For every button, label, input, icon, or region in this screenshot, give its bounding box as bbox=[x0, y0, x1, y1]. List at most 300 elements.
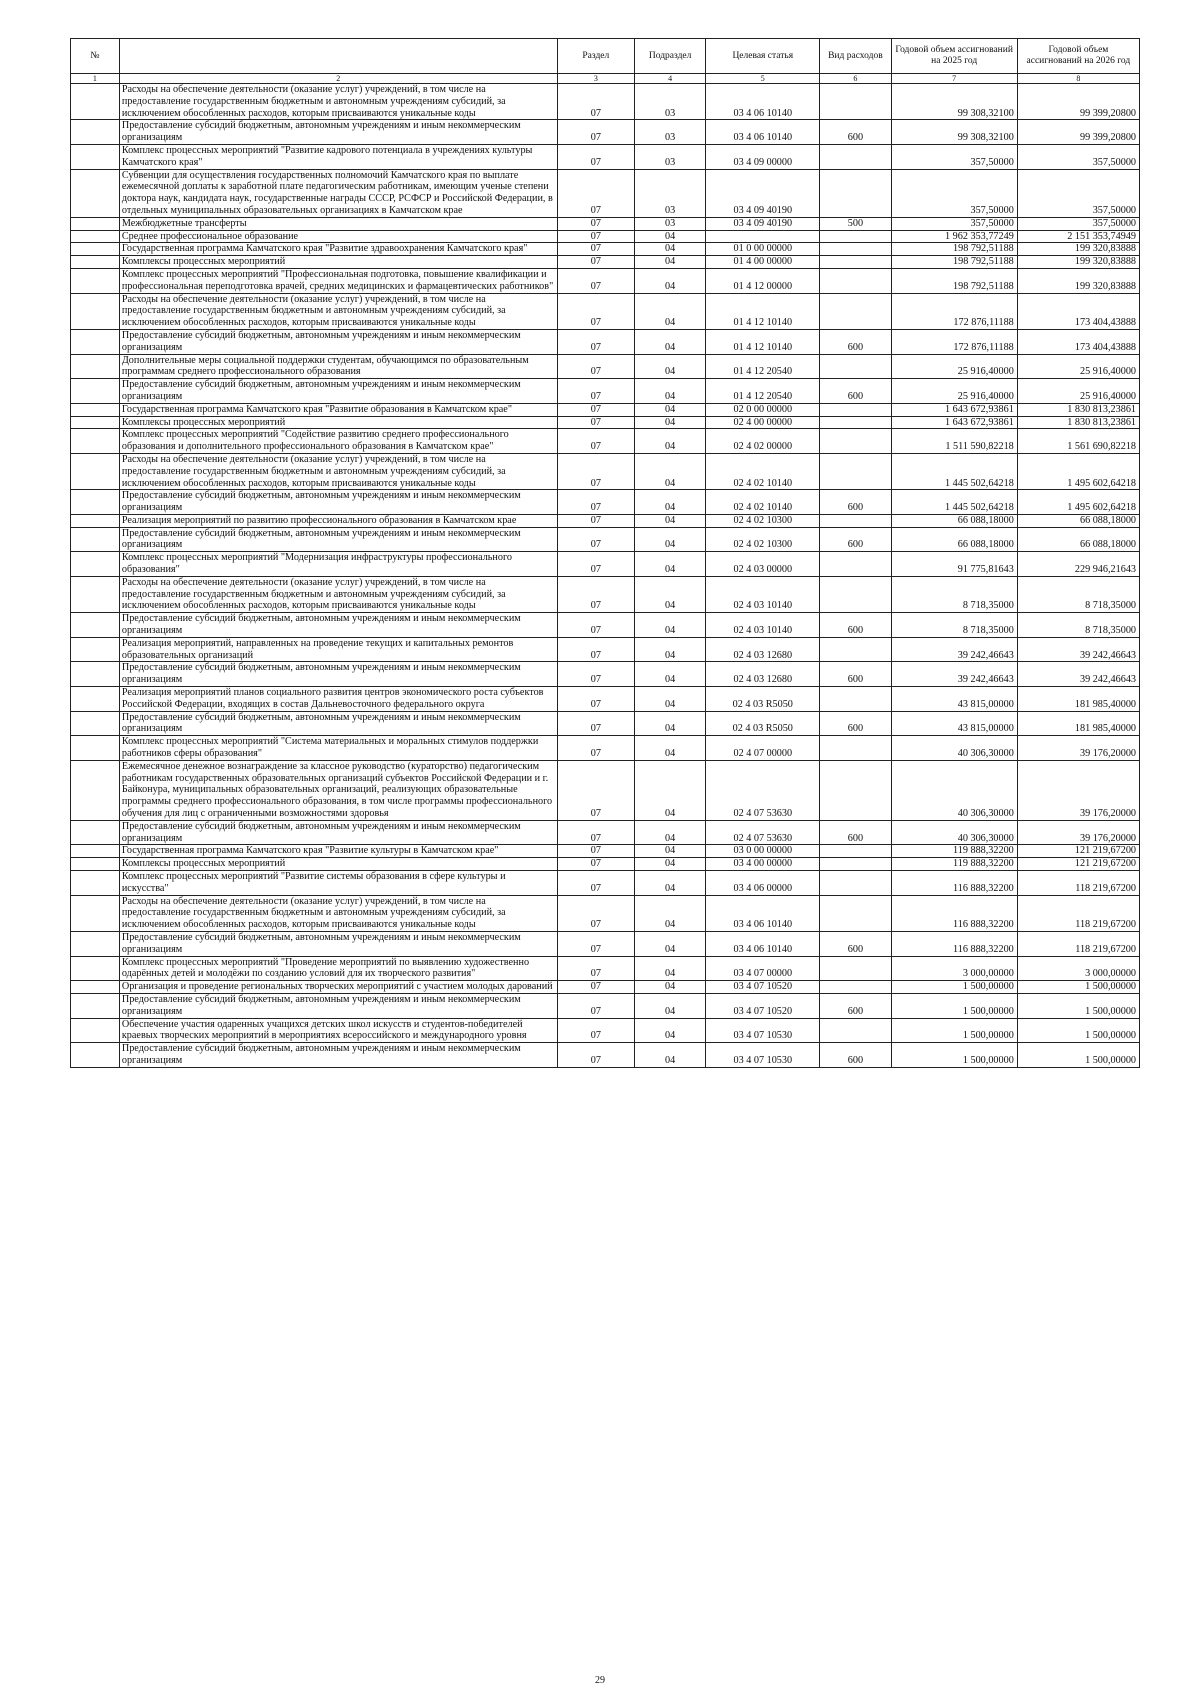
row-vid-cell bbox=[820, 760, 891, 820]
header-article: Целевая статья bbox=[706, 39, 820, 74]
row-vid-cell bbox=[820, 429, 891, 454]
table-row bbox=[71, 736, 1140, 761]
row-2026-cell: 229 946,21643 bbox=[1017, 552, 1139, 577]
row-vid-cell bbox=[820, 169, 891, 217]
row-section-cell: 07 bbox=[557, 993, 634, 1018]
row-number-cell bbox=[71, 293, 120, 329]
row-subsection-cell: 04 bbox=[635, 1043, 706, 1068]
row-article-cell: 03 4 07 10520 bbox=[706, 993, 820, 1018]
row-2025-cell: 198 792,51188 bbox=[891, 243, 1017, 256]
row-2026-cell: 99 399,20800 bbox=[1017, 120, 1139, 145]
row-2026-cell: 1 500,00000 bbox=[1017, 981, 1139, 994]
row-2026-cell: 2 151 353,74949 bbox=[1017, 230, 1139, 243]
row-name-cell: Среднее профессиональное образование bbox=[119, 230, 557, 243]
row-number-cell bbox=[71, 637, 120, 662]
row-section-cell: 07 bbox=[557, 760, 634, 820]
row-vid-cell bbox=[820, 895, 891, 931]
col-number: 3 bbox=[557, 74, 634, 84]
row-2025-cell: 40 306,30000 bbox=[891, 760, 1017, 820]
row-name-cell: Организация и проведение региональных творческих мероприятий с участием молодых дарований bbox=[119, 981, 557, 994]
row-article-cell: 02 4 03 R5050 bbox=[706, 711, 820, 736]
row-2026-cell: 173 404,43888 bbox=[1017, 293, 1139, 329]
table-row bbox=[71, 243, 1140, 256]
table-row bbox=[71, 760, 1140, 820]
table-row bbox=[71, 256, 1140, 269]
row-section-cell: 07 bbox=[557, 895, 634, 931]
row-vid-cell: 600 bbox=[820, 120, 891, 145]
row-2026-cell: 121 219,67200 bbox=[1017, 845, 1139, 858]
row-name-cell: Предоставление субсидий бюджетным, автономным учреждениям и иным некоммерческим организациям bbox=[119, 662, 557, 687]
row-number-cell bbox=[71, 354, 120, 379]
row-number-cell bbox=[71, 403, 120, 416]
row-section-cell: 07 bbox=[557, 243, 634, 256]
row-article-cell: 02 4 03 00000 bbox=[706, 552, 820, 577]
row-name-cell: Расходы на обеспечение деятельности (оказание услуг) учреждений, в том числе на предоставление государственным бюджетным и автономным учреждениям субсидий, за исключением обособленных расходов, которым присваиваются уникальные коды bbox=[119, 84, 557, 120]
row-section-cell: 07 bbox=[557, 871, 634, 896]
row-article-cell: 01 4 12 00000 bbox=[706, 268, 820, 293]
row-2026-cell: 1 495 602,64218 bbox=[1017, 490, 1139, 515]
row-vid-cell: 600 bbox=[820, 613, 891, 638]
table-row bbox=[71, 576, 1140, 612]
row-name-cell: Государственная программа Камчатского края "Развитие культуры в Камчатском крае" bbox=[119, 845, 557, 858]
table-row bbox=[71, 416, 1140, 429]
row-section-cell: 07 bbox=[557, 662, 634, 687]
row-section-cell: 07 bbox=[557, 230, 634, 243]
row-2025-cell: 1 511 590,82218 bbox=[891, 429, 1017, 454]
row-name-cell: Предоставление субсидий бюджетным, автономным учреждениям и иным некоммерческим организациям bbox=[119, 613, 557, 638]
table-row bbox=[71, 403, 1140, 416]
row-number-cell bbox=[71, 527, 120, 552]
row-name-cell: Комплекс процессных мероприятий "Система материальных и моральных стимулов поддержки работников сферы образования" bbox=[119, 736, 557, 761]
row-vid-cell: 600 bbox=[820, 931, 891, 956]
row-name-cell: Комплекс процессных мероприятий "Развитие системы образования в сфере культуры и искусства" bbox=[119, 871, 557, 896]
row-2025-cell: 43 815,00000 bbox=[891, 711, 1017, 736]
row-subsection-cell: 04 bbox=[635, 403, 706, 416]
row-vid-cell bbox=[820, 416, 891, 429]
row-2025-cell: 25 916,40000 bbox=[891, 379, 1017, 404]
row-name-cell: Комплексы процессных мероприятий bbox=[119, 416, 557, 429]
row-vid-cell bbox=[820, 453, 891, 489]
row-subsection-cell: 04 bbox=[635, 329, 706, 354]
table-row bbox=[71, 490, 1140, 515]
row-number-cell bbox=[71, 1018, 120, 1043]
row-vid-cell bbox=[820, 552, 891, 577]
row-vid-cell bbox=[820, 736, 891, 761]
row-number-cell bbox=[71, 217, 120, 230]
row-section-cell: 07 bbox=[557, 711, 634, 736]
row-2026-cell: 66 088,18000 bbox=[1017, 527, 1139, 552]
row-name-cell: Предоставление субсидий бюджетным, автономным учреждениям и иным некоммерческим организациям bbox=[119, 993, 557, 1018]
row-subsection-cell: 04 bbox=[635, 760, 706, 820]
col-number: 4 bbox=[635, 74, 706, 84]
row-2025-cell: 357,50000 bbox=[891, 217, 1017, 230]
row-subsection-cell: 04 bbox=[635, 293, 706, 329]
table-row bbox=[71, 429, 1140, 454]
row-subsection-cell: 04 bbox=[635, 527, 706, 552]
row-name-cell: Расходы на обеспечение деятельности (оказание услуг) учреждений, в том числе на предоставление государственным бюджетным и автономным учреждениям субсидий, за исключением обособленных расходов, которым присваиваются уникальные коды bbox=[119, 576, 557, 612]
row-number-cell bbox=[71, 329, 120, 354]
row-section-cell: 07 bbox=[557, 403, 634, 416]
row-article-cell: 02 4 02 10300 bbox=[706, 527, 820, 552]
row-vid-cell bbox=[820, 354, 891, 379]
row-section-cell: 07 bbox=[557, 527, 634, 552]
row-vid-cell bbox=[820, 243, 891, 256]
row-name-cell: Межбюджетные трансферты bbox=[119, 217, 557, 230]
row-subsection-cell: 04 bbox=[635, 429, 706, 454]
row-2026-cell: 181 985,40000 bbox=[1017, 687, 1139, 712]
row-2025-cell: 1 643 672,93861 bbox=[891, 403, 1017, 416]
row-subsection-cell: 04 bbox=[635, 981, 706, 994]
row-number-cell bbox=[71, 687, 120, 712]
row-article-cell: 03 4 06 00000 bbox=[706, 871, 820, 896]
row-section-cell: 07 bbox=[557, 256, 634, 269]
row-vid-cell bbox=[820, 845, 891, 858]
row-section-cell: 07 bbox=[557, 552, 634, 577]
row-number-cell bbox=[71, 490, 120, 515]
row-vid-cell: 600 bbox=[820, 820, 891, 845]
table-row bbox=[71, 453, 1140, 489]
row-2025-cell: 116 888,32200 bbox=[891, 895, 1017, 931]
row-number-cell bbox=[71, 662, 120, 687]
row-name-cell: Предоставление субсидий бюджетным, автономным учреждениям и иным некоммерческим организациям bbox=[119, 711, 557, 736]
row-2025-cell: 357,50000 bbox=[891, 169, 1017, 217]
row-vid-cell bbox=[820, 84, 891, 120]
table-row bbox=[71, 329, 1140, 354]
row-2026-cell: 8 718,35000 bbox=[1017, 576, 1139, 612]
row-2026-cell: 39 176,20000 bbox=[1017, 736, 1139, 761]
row-section-cell: 07 bbox=[557, 1043, 634, 1068]
row-article-cell: 03 4 09 40190 bbox=[706, 169, 820, 217]
row-article-cell: 03 4 07 10530 bbox=[706, 1018, 820, 1043]
row-section-cell: 07 bbox=[557, 613, 634, 638]
row-article-cell: 03 4 06 10140 bbox=[706, 84, 820, 120]
row-2026-cell: 357,50000 bbox=[1017, 144, 1139, 169]
row-2026-cell: 199 320,83888 bbox=[1017, 243, 1139, 256]
table-row bbox=[71, 514, 1140, 527]
row-article-cell: 02 4 07 53630 bbox=[706, 760, 820, 820]
row-section-cell: 07 bbox=[557, 416, 634, 429]
row-vid-cell: 600 bbox=[820, 379, 891, 404]
row-article-cell: 01 4 00 00000 bbox=[706, 256, 820, 269]
row-article-cell: 03 4 00 00000 bbox=[706, 858, 820, 871]
row-subsection-cell: 04 bbox=[635, 956, 706, 981]
row-name-cell: Комплекс процессных мероприятий "Содействие развитию среднего профессионального образования и дополнительного профессионального образования в Камчатском крае" bbox=[119, 429, 557, 454]
row-article-cell: 02 4 03 10140 bbox=[706, 576, 820, 612]
row-vid-cell: 600 bbox=[820, 711, 891, 736]
row-number-cell bbox=[71, 931, 120, 956]
page-number: 29 bbox=[595, 1675, 605, 1686]
row-2026-cell: 1 500,00000 bbox=[1017, 993, 1139, 1018]
row-name-cell: Реализация мероприятий по развитию профессионального образования в Камчатском крае bbox=[119, 514, 557, 527]
row-2026-cell: 199 320,83888 bbox=[1017, 256, 1139, 269]
table-row bbox=[71, 662, 1140, 687]
row-vid-cell bbox=[820, 144, 891, 169]
row-vid-cell: 600 bbox=[820, 490, 891, 515]
col-number: 2 bbox=[119, 74, 557, 84]
row-name-cell: Предоставление субсидий бюджетным, автономным учреждениям и иным некоммерческим организациям bbox=[119, 931, 557, 956]
table-row bbox=[71, 993, 1140, 1018]
row-subsection-cell: 04 bbox=[635, 1018, 706, 1043]
table-row bbox=[71, 217, 1140, 230]
row-2026-cell: 118 219,67200 bbox=[1017, 871, 1139, 896]
row-2025-cell: 25 916,40000 bbox=[891, 354, 1017, 379]
row-2025-cell: 1 500,00000 bbox=[891, 981, 1017, 994]
row-number-cell bbox=[71, 845, 120, 858]
row-vid-cell: 500 bbox=[820, 217, 891, 230]
row-vid-cell bbox=[820, 230, 891, 243]
row-2025-cell: 66 088,18000 bbox=[891, 527, 1017, 552]
row-subsection-cell: 03 bbox=[635, 120, 706, 145]
row-section-cell: 07 bbox=[557, 354, 634, 379]
row-name-cell: Предоставление субсидий бюджетным, автономным учреждениям и иным некоммерческим организациям bbox=[119, 329, 557, 354]
row-article-cell: 03 4 09 00000 bbox=[706, 144, 820, 169]
row-2025-cell: 40 306,30000 bbox=[891, 736, 1017, 761]
col-number: 6 bbox=[820, 74, 891, 84]
table-row bbox=[71, 956, 1140, 981]
row-name-cell: Предоставление субсидий бюджетным, автономным учреждениям и иным некоммерческим организациям bbox=[119, 120, 557, 145]
row-article-cell: 03 4 06 10140 bbox=[706, 895, 820, 931]
row-name-cell: Государственная программа Камчатского края "Развитие образования в Камчатском крае" bbox=[119, 403, 557, 416]
row-article-cell: 01 4 12 20540 bbox=[706, 354, 820, 379]
row-number-cell bbox=[71, 736, 120, 761]
row-vid-cell: 600 bbox=[820, 527, 891, 552]
row-article-cell: 02 4 03 12680 bbox=[706, 662, 820, 687]
row-article-cell: 02 4 07 00000 bbox=[706, 736, 820, 761]
header-vid: Вид расходов bbox=[820, 39, 891, 74]
row-section-cell: 07 bbox=[557, 453, 634, 489]
row-2026-cell: 39 176,20000 bbox=[1017, 760, 1139, 820]
row-vid-cell bbox=[820, 256, 891, 269]
row-subsection-cell: 04 bbox=[635, 354, 706, 379]
row-number-cell bbox=[71, 243, 120, 256]
row-name-cell: Комплекс процессных мероприятий "Проведение мероприятий по выявлению художественно одарённых детей и молодёжи по созданию условий для их творческого развития" bbox=[119, 956, 557, 981]
row-2026-cell: 121 219,67200 bbox=[1017, 858, 1139, 871]
row-number-cell bbox=[71, 552, 120, 577]
row-2026-cell: 357,50000 bbox=[1017, 217, 1139, 230]
row-article-cell: 03 4 07 10520 bbox=[706, 981, 820, 994]
table-row bbox=[71, 552, 1140, 577]
row-name-cell: Предоставление субсидий бюджетным, автономным учреждениям и иным некоммерческим организациям bbox=[119, 379, 557, 404]
table-row bbox=[71, 687, 1140, 712]
row-subsection-cell: 03 bbox=[635, 169, 706, 217]
row-subsection-cell: 04 bbox=[635, 514, 706, 527]
row-2026-cell: 25 916,40000 bbox=[1017, 379, 1139, 404]
row-name-cell: Реализация мероприятий, направленных на проведение текущих и капитальных ремонтов образовательных организаций bbox=[119, 637, 557, 662]
row-article-cell: 02 4 03 R5050 bbox=[706, 687, 820, 712]
row-subsection-cell: 04 bbox=[635, 613, 706, 638]
table-header-row bbox=[71, 39, 1140, 74]
row-name-cell: Субвенции для осуществления государственных полномочий Камчатского края по выплате ежемесячной доплаты к заработной плате педагогическим работникам, имеющим ученые степени доктора наук, кандидата наук, государственные награды СССР, РСФСР и Российской Федерации, в отдельных муниципальных образовательных организациях в Камчатском крае bbox=[119, 169, 557, 217]
row-number-cell bbox=[71, 144, 120, 169]
row-number-cell bbox=[71, 120, 120, 145]
row-article-cell: 02 4 03 10140 bbox=[706, 613, 820, 638]
row-2025-cell: 172 876,11188 bbox=[891, 329, 1017, 354]
row-vid-cell bbox=[820, 956, 891, 981]
row-subsection-cell: 04 bbox=[635, 490, 706, 515]
row-section-cell: 07 bbox=[557, 329, 634, 354]
row-2025-cell: 1 962 353,77249 bbox=[891, 230, 1017, 243]
row-article-cell: 03 4 07 10530 bbox=[706, 1043, 820, 1068]
row-subsection-cell: 04 bbox=[635, 637, 706, 662]
row-2025-cell: 66 088,18000 bbox=[891, 514, 1017, 527]
row-subsection-cell: 03 bbox=[635, 84, 706, 120]
row-2026-cell: 39 176,20000 bbox=[1017, 820, 1139, 845]
row-section-cell: 07 bbox=[557, 514, 634, 527]
row-number-cell bbox=[71, 379, 120, 404]
table-row bbox=[71, 981, 1140, 994]
row-2025-cell: 119 888,32200 bbox=[891, 858, 1017, 871]
row-name-cell: Предоставление субсидий бюджетным, автономным учреждениям и иным некоммерческим организациям bbox=[119, 820, 557, 845]
row-section-cell: 07 bbox=[557, 637, 634, 662]
row-section-cell: 07 bbox=[557, 429, 634, 454]
row-vid-cell: 600 bbox=[820, 662, 891, 687]
row-number-cell bbox=[71, 256, 120, 269]
header-num: № bbox=[71, 39, 120, 74]
table-row bbox=[71, 1018, 1140, 1043]
row-section-cell: 07 bbox=[557, 931, 634, 956]
row-article-cell: 01 4 12 10140 bbox=[706, 293, 820, 329]
row-name-cell: Комплекс процессных мероприятий "Развитие кадрового потенциала в учреждениях культуры Камчатского края" bbox=[119, 144, 557, 169]
row-2026-cell: 1 561 690,82218 bbox=[1017, 429, 1139, 454]
table-row bbox=[71, 820, 1140, 845]
row-subsection-cell: 04 bbox=[635, 993, 706, 1018]
row-name-cell: Предоставление субсидий бюджетным, автономным учреждениям и иным некоммерческим организациям bbox=[119, 1043, 557, 1068]
table-row bbox=[71, 293, 1140, 329]
row-name-cell: Предоставление субсидий бюджетным, автономным учреждениям и иным некоммерческим организациям bbox=[119, 490, 557, 515]
row-vid-cell bbox=[820, 268, 891, 293]
row-subsection-cell: 04 bbox=[635, 895, 706, 931]
row-2025-cell: 99 308,32100 bbox=[891, 84, 1017, 120]
row-subsection-cell: 04 bbox=[635, 662, 706, 687]
row-section-cell: 07 bbox=[557, 293, 634, 329]
row-vid-cell: 600 bbox=[820, 1043, 891, 1068]
row-section-cell: 07 bbox=[557, 736, 634, 761]
row-name-cell: Комплекс процессных мероприятий "Профессиональная подготовка, повышение квалификации и профессиональная переподготовка врачей, средних медицинских и фармацевтических работников" bbox=[119, 268, 557, 293]
row-2025-cell: 39 242,46643 bbox=[891, 637, 1017, 662]
row-subsection-cell: 04 bbox=[635, 711, 706, 736]
col-number: 7 bbox=[891, 74, 1017, 84]
row-2025-cell: 198 792,51188 bbox=[891, 268, 1017, 293]
row-article-cell: 02 4 00 00000 bbox=[706, 416, 820, 429]
row-article-cell: 01 0 00 00000 bbox=[706, 243, 820, 256]
row-article-cell: 03 4 09 40190 bbox=[706, 217, 820, 230]
row-vid-cell bbox=[820, 687, 891, 712]
row-section-cell: 07 bbox=[557, 687, 634, 712]
row-subsection-cell: 04 bbox=[635, 687, 706, 712]
header-section: Раздел bbox=[557, 39, 634, 74]
table-row bbox=[71, 895, 1140, 931]
row-2026-cell: 118 219,67200 bbox=[1017, 895, 1139, 931]
row-article-cell: 03 4 06 10140 bbox=[706, 120, 820, 145]
budget-table bbox=[70, 38, 1140, 1068]
row-article-cell: 02 4 02 10140 bbox=[706, 490, 820, 515]
row-2025-cell: 357,50000 bbox=[891, 144, 1017, 169]
table-row bbox=[71, 120, 1140, 145]
row-vid-cell bbox=[820, 403, 891, 416]
row-2026-cell: 66 088,18000 bbox=[1017, 514, 1139, 527]
row-number-cell bbox=[71, 760, 120, 820]
row-subsection-cell: 04 bbox=[635, 243, 706, 256]
row-2026-cell: 1 830 813,23861 bbox=[1017, 403, 1139, 416]
table-row bbox=[71, 845, 1140, 858]
table-row bbox=[71, 527, 1140, 552]
row-vid-cell bbox=[820, 871, 891, 896]
row-number-cell bbox=[71, 169, 120, 217]
row-subsection-cell: 04 bbox=[635, 416, 706, 429]
row-2025-cell: 8 718,35000 bbox=[891, 613, 1017, 638]
row-name-cell: Расходы на обеспечение деятельности (оказание услуг) учреждений, в том числе на предоставление государственным бюджетным и автономным учреждениям субсидий, за исключением обособленных расходов, которым присваиваются уникальные коды bbox=[119, 293, 557, 329]
header-name bbox=[119, 39, 557, 74]
row-2026-cell: 25 916,40000 bbox=[1017, 354, 1139, 379]
table-row bbox=[71, 354, 1140, 379]
row-subsection-cell: 04 bbox=[635, 268, 706, 293]
header-2026: Годовой объем ассигнований на 2026 год bbox=[1017, 39, 1139, 74]
table-row bbox=[71, 711, 1140, 736]
row-vid-cell bbox=[820, 858, 891, 871]
row-section-cell: 07 bbox=[557, 379, 634, 404]
row-name-cell: Комплекс процессных мероприятий "Модернизация инфраструктуры профессионального образования" bbox=[119, 552, 557, 577]
row-number-cell bbox=[71, 576, 120, 612]
row-subsection-cell: 04 bbox=[635, 256, 706, 269]
row-article-cell: 03 4 06 10140 bbox=[706, 931, 820, 956]
row-subsection-cell: 04 bbox=[635, 230, 706, 243]
row-article-cell: 02 4 02 10300 bbox=[706, 514, 820, 527]
row-number-cell bbox=[71, 895, 120, 931]
row-2025-cell: 3 000,00000 bbox=[891, 956, 1017, 981]
row-section-cell: 07 bbox=[557, 1018, 634, 1043]
row-subsection-cell: 04 bbox=[635, 453, 706, 489]
row-name-cell: Комплексы процессных мероприятий bbox=[119, 858, 557, 871]
row-number-cell bbox=[71, 453, 120, 489]
row-2026-cell: 357,50000 bbox=[1017, 169, 1139, 217]
row-2025-cell: 119 888,32200 bbox=[891, 845, 1017, 858]
row-number-cell bbox=[71, 84, 120, 120]
row-section-cell: 07 bbox=[557, 576, 634, 612]
row-article-cell: 02 4 02 10140 bbox=[706, 453, 820, 489]
row-vid-cell bbox=[820, 1018, 891, 1043]
row-2025-cell: 198 792,51188 bbox=[891, 256, 1017, 269]
row-name-cell: Реализация мероприятий планов социального развития центров экономического роста субъектов Российской Федерации, входящих в состав Дальневосточного федерального округа bbox=[119, 687, 557, 712]
table-row bbox=[71, 613, 1140, 638]
row-section-cell: 07 bbox=[557, 845, 634, 858]
row-article-cell: 02 0 00 00000 bbox=[706, 403, 820, 416]
row-vid-cell bbox=[820, 637, 891, 662]
row-2025-cell: 1 500,00000 bbox=[891, 1018, 1017, 1043]
row-vid-cell bbox=[820, 514, 891, 527]
table-row bbox=[71, 858, 1140, 871]
row-2026-cell: 1 500,00000 bbox=[1017, 1043, 1139, 1068]
row-name-cell: Ежемесячное денежное вознаграждение за классное руководство (кураторство) педагогическим работникам государственных образовательных организаций субъектов Российской Федерации и г. Байконура, муниципальных образовательных организаций, реализующих образовательные программы среднего профессионального образования, в том числе программы профессионального обучения для лиц с ограниченными возможностями здоровья bbox=[119, 760, 557, 820]
row-section-cell: 07 bbox=[557, 169, 634, 217]
row-number-cell bbox=[71, 613, 120, 638]
row-number-cell bbox=[71, 956, 120, 981]
row-article-cell: 02 4 02 00000 bbox=[706, 429, 820, 454]
row-2026-cell: 118 219,67200 bbox=[1017, 931, 1139, 956]
row-name-cell: Обеспечение участия одаренных учащихся детских школ искусств и студентов-победителей краевых творческих мероприятий в мероприятиях всероссийского и международного уровня bbox=[119, 1018, 557, 1043]
row-2025-cell: 116 888,32200 bbox=[891, 931, 1017, 956]
col-number: 1 bbox=[71, 74, 120, 84]
row-2026-cell: 173 404,43888 bbox=[1017, 329, 1139, 354]
row-subsection-cell: 04 bbox=[635, 379, 706, 404]
row-subsection-cell: 04 bbox=[635, 871, 706, 896]
row-section-cell: 07 bbox=[557, 820, 634, 845]
row-article-cell: 03 4 07 00000 bbox=[706, 956, 820, 981]
row-section-cell: 07 bbox=[557, 858, 634, 871]
row-subsection-cell: 04 bbox=[635, 552, 706, 577]
table-row bbox=[71, 871, 1140, 896]
row-article-cell: 03 0 00 00000 bbox=[706, 845, 820, 858]
row-2025-cell: 116 888,32200 bbox=[891, 871, 1017, 896]
